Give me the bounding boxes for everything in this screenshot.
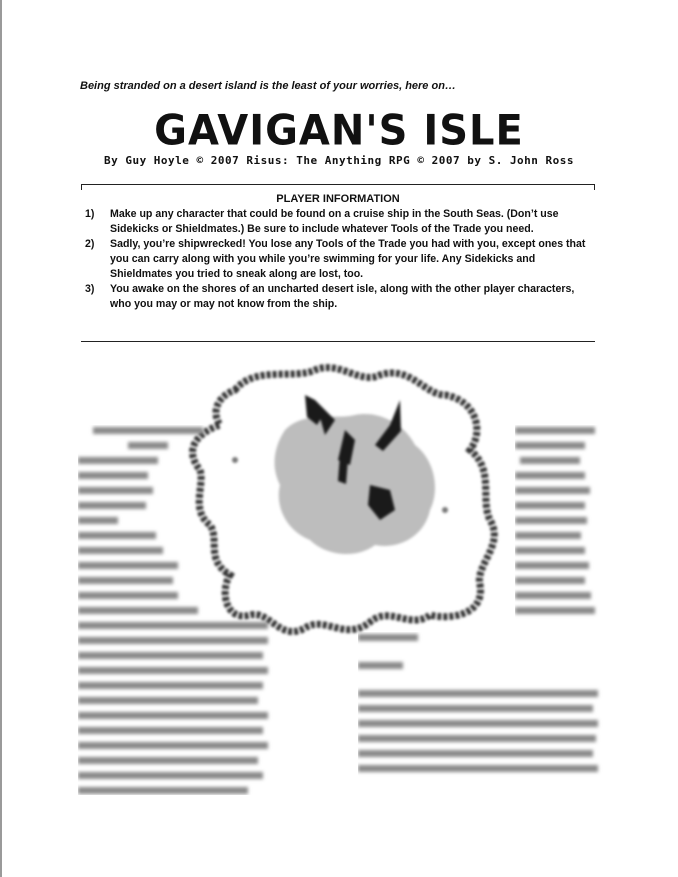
- tagline: Being stranded on a desert island is the least of your worries, here on…: [80, 80, 456, 92]
- blurred-text-left-column: [78, 425, 336, 795]
- page-title: GAVIGAN'S ISLE: [154, 106, 524, 156]
- list-item: [81, 237, 595, 282]
- list-item: [81, 282, 595, 312]
- list-item-text: You awake on the shores of an uncharted desert isle, along with the other player characters, who you may or may not know from the ship.: [110, 283, 575, 310]
- blurred-text-bottom-right: [358, 632, 608, 782]
- list-item: [81, 207, 595, 237]
- list-item-text: Make up any character that could be found on a cruise ship in the South Seas. (Don’t use Sidekicks or Shieldmates.) Be sure to include whatever Tools of the Trade you need.: [110, 208, 559, 235]
- list-item-number: 1): [85, 208, 95, 220]
- player-information-list: [81, 207, 595, 312]
- list-item-text: Sadly, you’re shipwrecked! You lose any Tools of the Trade you had with you, except ones that you can carry along with you while you’re swimming for your life. Any Sidekicks and Shieldmates you tried to sneak along are lost, too.: [110, 238, 586, 280]
- player-information-heading: PLAYER INFORMATION: [276, 193, 400, 205]
- blurred-text-right-column: [515, 425, 601, 625]
- player-information-box: [81, 184, 595, 342]
- list-item-number: 2): [85, 238, 95, 250]
- credits-line: By Guy Hoyle © 2007 Risus: The Anything RPG © 2007 by S. John Ross: [103, 154, 575, 167]
- list-item-number: 3): [85, 283, 95, 295]
